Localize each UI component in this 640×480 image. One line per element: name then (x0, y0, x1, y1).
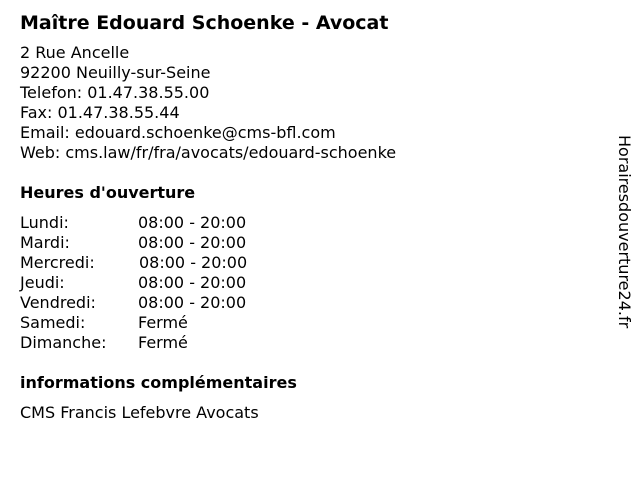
phone-line: Telefon: 01.47.38.55.00 (20, 83, 210, 102)
site-watermark: Horairesdouverture24.fr (615, 135, 634, 329)
hours-row-dimanche (20, 333, 320, 353)
day-hours: Fermé (138, 313, 188, 332)
day-label: Lundi: (20, 213, 69, 232)
info-text: CMS Francis Lefebvre Avocats (20, 403, 259, 422)
hours-row-samedi (20, 313, 320, 333)
day-label: Dimanche: (20, 333, 107, 352)
hours-row-vendredi (20, 293, 320, 313)
hours-row-jeudi (20, 273, 320, 293)
day-hours: 08:00 - 20:00 (139, 253, 248, 272)
day-label: Jeudi: (20, 273, 65, 292)
page-title: Maître Edouard Schoenke - Avocat (20, 12, 389, 34)
day-hours: 08:00 - 20:00 (138, 233, 247, 252)
hours-heading: Heures d'ouverture (20, 183, 196, 202)
hours-row-mardi (20, 233, 320, 253)
day-hours: 08:00 - 20:00 (138, 213, 247, 232)
day-hours: Fermé (138, 333, 188, 352)
day-label: Samedi: (20, 313, 86, 332)
day-label: Mercredi: (20, 253, 95, 272)
hours-row-mercredi (20, 253, 320, 273)
day-label: Vendredi: (20, 293, 96, 312)
email-line: Email: edouard.schoenke@cms-bfl.com (20, 123, 336, 142)
contact-block (20, 43, 396, 163)
address-street: 2 Rue Ancelle (20, 43, 130, 62)
day-hours: 08:00 - 20:00 (138, 293, 247, 312)
web-line: Web: cms.law/fr/fra/avocats/edouard-schoenke (20, 143, 397, 162)
info-heading: informations complémentaires (20, 373, 297, 392)
fax-line: Fax: 01.47.38.55.44 (20, 103, 180, 122)
hours-row-lundi (20, 213, 320, 233)
day-label: Mardi: (20, 233, 70, 252)
day-hours: 08:00 - 20:00 (138, 273, 247, 292)
hours-table (20, 213, 320, 353)
address-city: 92200 Neuilly-sur-Seine (20, 63, 211, 82)
